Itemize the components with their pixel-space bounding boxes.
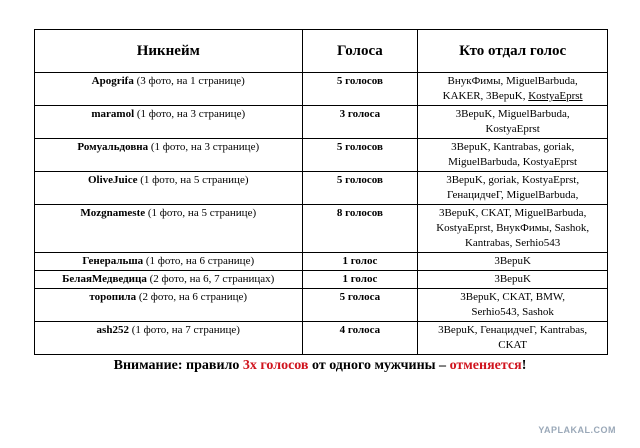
voters-line: KAKER, 3BepuK, xyxy=(442,90,529,102)
notice-part1: Внимание: правило xyxy=(113,358,243,373)
voters-line: ВнукФимы, MiguelBarbuda, xyxy=(447,75,578,87)
voters-line: 3BepuK, ГенацидчеГ, Kantrabas, xyxy=(438,324,588,336)
photo-note: (1 фото, на 6 странице) xyxy=(143,255,255,267)
nickname: Apogrifa xyxy=(91,75,134,87)
voters-cell xyxy=(418,106,608,139)
table-row xyxy=(35,73,608,106)
table-row xyxy=(35,205,608,253)
voters-line: MiguelBarbuda, KostyaEprst xyxy=(448,156,578,168)
voters-cell xyxy=(418,271,608,289)
nickname: торопила xyxy=(89,291,137,303)
table-row xyxy=(35,253,608,271)
photo-note: (2 фото, на 6, 7 страницах) xyxy=(146,273,275,285)
header-nickname: Никнейм xyxy=(35,30,303,73)
voters-line: Serhio543, Sashok xyxy=(471,306,554,318)
nickname: ash252 xyxy=(96,324,129,336)
table-row xyxy=(35,172,608,205)
photo-note: (2 фото, на 6 странице) xyxy=(136,291,248,303)
nickname-cell xyxy=(35,322,303,355)
votes-count: 5 голосов xyxy=(302,139,418,172)
nickname-cell xyxy=(35,172,303,205)
table-row xyxy=(35,139,608,172)
table-row xyxy=(35,289,608,322)
votes-count: 5 голосов xyxy=(302,73,418,106)
votes-table xyxy=(34,29,608,355)
table-row xyxy=(35,271,608,289)
votes-count: 1 голос xyxy=(302,253,418,271)
voters-line: 3BepuK, goriak, KostyaEprst, xyxy=(446,174,580,186)
photo-note: (1 фото, на 5 странице) xyxy=(145,207,257,219)
nickname: БелаяМедведица xyxy=(62,273,147,285)
nickname-cell xyxy=(35,139,303,172)
voters-line: 3BepuK xyxy=(494,273,531,285)
table-row xyxy=(35,322,608,355)
voters-line: KostyaEprst xyxy=(485,123,540,135)
nickname-cell xyxy=(35,271,303,289)
voters-cell xyxy=(418,139,608,172)
voters-cell xyxy=(418,205,608,253)
notice-highlight-3x: 3х голосов xyxy=(242,358,309,373)
photo-note: (1 фото, на 3 странице) xyxy=(148,141,260,153)
nickname-cell xyxy=(35,73,303,106)
voters-line: 3BepuK, MiguelBarbuda, xyxy=(455,108,570,120)
watermark-logo: YAPLAKAL.COM xyxy=(538,425,616,435)
voters-line: 3BepuK, CKAT, MiguelBarbuda, xyxy=(438,207,587,219)
nickname: Mozgnameste xyxy=(80,207,146,219)
voters-cell xyxy=(418,253,608,271)
notice-part2: от одного мужчины – xyxy=(308,358,450,373)
voters-line: CKAT xyxy=(498,339,528,351)
nickname-cell xyxy=(35,205,303,253)
nickname: OliveJuice xyxy=(88,174,138,186)
header-voters: Кто отдал голос xyxy=(418,30,608,73)
photo-note: (1 фото, на 3 странице) xyxy=(134,108,246,120)
voters-line: 3BepuK xyxy=(494,255,531,267)
voters-line: 3BepuK, CKAT, BMW, xyxy=(460,291,566,303)
nickname: Генеральша xyxy=(82,255,144,267)
votes-count: 3 голоса xyxy=(302,106,418,139)
voters-line: KostyaEprst, ВнукФимы, Sashok, xyxy=(436,222,590,234)
nickname-cell xyxy=(35,289,303,322)
votes-count: 8 голосов xyxy=(302,205,418,253)
nickname-cell xyxy=(35,253,303,271)
nickname: maramol xyxy=(91,108,135,120)
votes-count: 5 голосов xyxy=(302,172,418,205)
voter-link[interactable]: KostyaEprst xyxy=(528,90,583,102)
voters-line: Kantrabas, Serhio543 xyxy=(464,237,561,249)
notice-part3: ! xyxy=(521,358,527,373)
header-votes: Голоса xyxy=(302,30,418,73)
photo-note: (1 фото, на 5 странице) xyxy=(137,174,249,186)
votes-count: 1 голос xyxy=(302,271,418,289)
votes-count: 5 голоса xyxy=(302,289,418,322)
voters-cell xyxy=(418,322,608,355)
nickname: Ромуальдовна xyxy=(77,141,149,153)
voters-line: 3BepuK, Kantrabas, goriak, xyxy=(451,141,575,153)
photo-note: (1 фото, на 7 странице) xyxy=(128,324,240,336)
photo-note: (3 фото, на 1 странице) xyxy=(133,75,245,87)
table-row xyxy=(35,106,608,139)
notice-highlight-cancelled: отменяется xyxy=(449,358,522,373)
notice-text xyxy=(0,358,640,374)
voters-cell xyxy=(418,73,608,106)
voters-cell xyxy=(418,289,608,322)
header-row xyxy=(35,30,608,73)
voters-cell xyxy=(418,172,608,205)
nickname-cell xyxy=(35,106,303,139)
voters-line: ГенацидчеГ, MiguelBarbuda, xyxy=(446,189,579,201)
votes-count: 4 голоса xyxy=(302,322,418,355)
